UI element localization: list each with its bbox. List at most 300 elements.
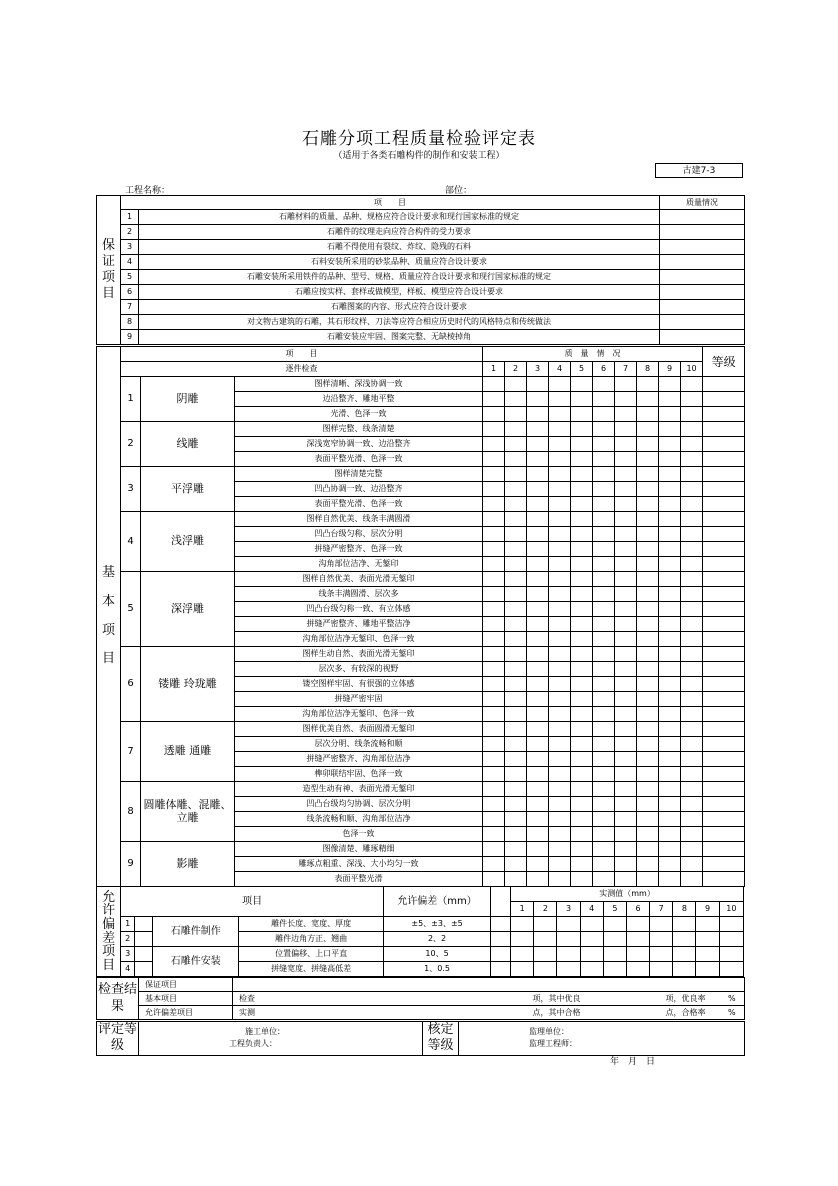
tolerance-measure-cell[interactable] — [557, 947, 580, 962]
basic-check-cell[interactable] — [659, 782, 681, 797]
basic-check-cell[interactable] — [571, 707, 593, 722]
basic-check-cell[interactable] — [527, 692, 549, 707]
basic-check-cell[interactable] — [505, 647, 527, 662]
basic-check-cell[interactable] — [549, 752, 571, 767]
basic-check-cell[interactable] — [549, 782, 571, 797]
basic-check-cell[interactable] — [549, 497, 571, 512]
basic-check-cell[interactable] — [593, 662, 615, 677]
basic-check-cell[interactable] — [549, 857, 571, 872]
basic-grade-cell[interactable] — [703, 557, 745, 572]
basic-grade-cell[interactable] — [703, 692, 745, 707]
basic-check-cell[interactable] — [527, 467, 549, 482]
basic-check-cell[interactable] — [571, 497, 593, 512]
basic-check-cell[interactable] — [571, 722, 593, 737]
basic-check-cell[interactable] — [681, 857, 703, 872]
basic-check-cell[interactable] — [505, 512, 527, 527]
tolerance-measure-cell[interactable] — [626, 917, 649, 932]
basic-grade-cell[interactable] — [703, 407, 745, 422]
basic-check-cell[interactable] — [571, 422, 593, 437]
basic-check-cell[interactable] — [505, 452, 527, 467]
basic-check-cell[interactable] — [549, 842, 571, 857]
basic-check-cell[interactable] — [615, 572, 637, 587]
tolerance-measure-cell[interactable] — [534, 917, 557, 932]
basic-check-cell[interactable] — [505, 812, 527, 827]
basic-check-cell[interactable] — [483, 632, 505, 647]
basic-check-cell[interactable] — [681, 662, 703, 677]
basic-check-cell[interactable] — [483, 752, 505, 767]
basic-check-cell[interactable] — [615, 497, 637, 512]
basic-check-cell[interactable] — [681, 527, 703, 542]
basic-check-cell[interactable] — [637, 557, 659, 572]
tolerance-measure-cell[interactable] — [557, 932, 580, 947]
basic-check-cell[interactable] — [659, 482, 681, 497]
basic-grade-cell[interactable] — [703, 467, 745, 482]
basic-check-cell[interactable] — [549, 647, 571, 662]
basic-check-cell[interactable] — [637, 857, 659, 872]
basic-check-cell[interactable] — [527, 542, 549, 557]
basic-check-cell[interactable] — [505, 422, 527, 437]
basic-check-cell[interactable] — [549, 662, 571, 677]
basic-check-cell[interactable] — [593, 872, 615, 887]
basic-check-cell[interactable] — [505, 842, 527, 857]
basic-check-cell[interactable] — [659, 602, 681, 617]
basic-grade-cell[interactable] — [703, 617, 745, 632]
basic-check-cell[interactable] — [593, 617, 615, 632]
basic-check-cell[interactable] — [659, 812, 681, 827]
basic-check-cell[interactable] — [549, 707, 571, 722]
basic-check-cell[interactable] — [659, 422, 681, 437]
tolerance-measure-cell[interactable] — [719, 962, 743, 977]
guarantee-item-status[interactable] — [660, 240, 745, 255]
basic-grade-cell[interactable] — [703, 512, 745, 527]
basic-check-cell[interactable] — [659, 692, 681, 707]
basic-check-cell[interactable] — [483, 392, 505, 407]
basic-check-cell[interactable] — [681, 407, 703, 422]
tolerance-measure-cell[interactable] — [511, 932, 534, 947]
basic-check-cell[interactable] — [637, 482, 659, 497]
tolerance-measure-cell[interactable] — [673, 932, 696, 947]
basic-check-cell[interactable] — [527, 647, 549, 662]
basic-check-cell[interactable] — [571, 587, 593, 602]
basic-grade-cell[interactable] — [703, 542, 745, 557]
tolerance-measure-cell[interactable] — [603, 932, 626, 947]
basic-grade-cell[interactable] — [703, 482, 745, 497]
basic-check-cell[interactable] — [615, 482, 637, 497]
basic-check-cell[interactable] — [571, 827, 593, 842]
basic-check-cell[interactable] — [681, 812, 703, 827]
basic-check-cell[interactable] — [637, 812, 659, 827]
basic-grade-cell[interactable] — [703, 452, 745, 467]
guarantee-item-status[interactable] — [660, 285, 745, 300]
basic-check-cell[interactable] — [549, 557, 571, 572]
basic-check-cell[interactable] — [505, 377, 527, 392]
basic-check-cell[interactable] — [483, 602, 505, 617]
basic-check-cell[interactable] — [505, 467, 527, 482]
basic-check-cell[interactable] — [483, 617, 505, 632]
basic-check-cell[interactable] — [593, 422, 615, 437]
basic-check-cell[interactable] — [615, 662, 637, 677]
basic-check-cell[interactable] — [659, 662, 681, 677]
basic-check-cell[interactable] — [505, 557, 527, 572]
basic-check-cell[interactable] — [659, 737, 681, 752]
basic-check-cell[interactable] — [593, 752, 615, 767]
basic-check-cell[interactable] — [659, 527, 681, 542]
tolerance-measure-cell[interactable] — [626, 947, 649, 962]
basic-check-cell[interactable] — [593, 407, 615, 422]
basic-check-cell[interactable] — [505, 752, 527, 767]
basic-check-cell[interactable] — [571, 512, 593, 527]
basic-check-cell[interactable] — [593, 647, 615, 662]
tolerance-measure-cell[interactable] — [673, 947, 696, 962]
basic-check-cell[interactable] — [505, 857, 527, 872]
basic-check-cell[interactable] — [681, 572, 703, 587]
basic-check-cell[interactable] — [527, 812, 549, 827]
basic-check-cell[interactable] — [549, 872, 571, 887]
basic-check-cell[interactable] — [505, 437, 527, 452]
basic-check-cell[interactable] — [637, 392, 659, 407]
tolerance-measure-cell[interactable] — [719, 932, 743, 947]
basic-check-cell[interactable] — [549, 737, 571, 752]
basic-check-cell[interactable] — [615, 377, 637, 392]
basic-check-cell[interactable] — [505, 872, 527, 887]
basic-check-cell[interactable] — [659, 722, 681, 737]
tolerance-measure-cell[interactable] — [534, 947, 557, 962]
basic-check-cell[interactable] — [527, 602, 549, 617]
basic-check-cell[interactable] — [637, 752, 659, 767]
basic-grade-cell[interactable] — [703, 602, 745, 617]
basic-check-cell[interactable] — [505, 632, 527, 647]
basic-check-cell[interactable] — [571, 617, 593, 632]
guarantee-item-status[interactable] — [660, 210, 745, 225]
basic-check-cell[interactable] — [527, 842, 549, 857]
basic-check-cell[interactable] — [549, 632, 571, 647]
basic-check-cell[interactable] — [549, 542, 571, 557]
tolerance-measure-cell[interactable] — [626, 932, 649, 947]
basic-check-cell[interactable] — [483, 812, 505, 827]
guarantee-item-status[interactable] — [660, 270, 745, 285]
basic-check-cell[interactable] — [483, 737, 505, 752]
basic-check-cell[interactable] — [483, 842, 505, 857]
tolerance-measure-cell[interactable] — [534, 932, 557, 947]
tolerance-measure-cell[interactable] — [511, 962, 534, 977]
basic-check-cell[interactable] — [593, 527, 615, 542]
tolerance-measure-cell[interactable] — [650, 932, 673, 947]
basic-check-cell[interactable] — [549, 437, 571, 452]
basic-check-cell[interactable] — [615, 722, 637, 737]
tolerance-measure-cell[interactable] — [696, 917, 719, 932]
basic-check-cell[interactable] — [615, 392, 637, 407]
basic-check-cell[interactable] — [505, 662, 527, 677]
basic-check-cell[interactable] — [593, 377, 615, 392]
basic-check-cell[interactable] — [549, 827, 571, 842]
basic-check-cell[interactable] — [681, 827, 703, 842]
basic-check-cell[interactable] — [593, 842, 615, 857]
basic-check-cell[interactable] — [659, 587, 681, 602]
tolerance-measure-cell[interactable] — [511, 947, 534, 962]
basic-check-cell[interactable] — [681, 557, 703, 572]
basic-check-cell[interactable] — [681, 797, 703, 812]
basic-check-cell[interactable] — [659, 467, 681, 482]
basic-check-cell[interactable] — [615, 707, 637, 722]
basic-check-cell[interactable] — [571, 872, 593, 887]
basic-check-cell[interactable] — [527, 587, 549, 602]
basic-check-cell[interactable] — [483, 527, 505, 542]
basic-check-cell[interactable] — [527, 767, 549, 782]
basic-check-cell[interactable] — [615, 797, 637, 812]
tolerance-measure-cell[interactable] — [580, 947, 603, 962]
basic-grade-cell[interactable] — [703, 872, 745, 887]
basic-check-cell[interactable] — [527, 557, 549, 572]
basic-check-cell[interactable] — [637, 377, 659, 392]
basic-check-cell[interactable] — [593, 857, 615, 872]
basic-check-cell[interactable] — [681, 737, 703, 752]
tolerance-measure-cell[interactable] — [626, 962, 649, 977]
basic-check-cell[interactable] — [637, 452, 659, 467]
basic-check-cell[interactable] — [549, 797, 571, 812]
basic-check-cell[interactable] — [505, 692, 527, 707]
basic-check-cell[interactable] — [593, 437, 615, 452]
basic-check-cell[interactable] — [483, 797, 505, 812]
basic-check-cell[interactable] — [681, 497, 703, 512]
basic-check-cell[interactable] — [483, 692, 505, 707]
tolerance-measure-cell[interactable] — [580, 917, 603, 932]
basic-check-cell[interactable] — [659, 752, 681, 767]
basic-check-cell[interactable] — [483, 557, 505, 572]
basic-check-cell[interactable] — [505, 737, 527, 752]
basic-check-cell[interactable] — [527, 872, 549, 887]
basic-check-cell[interactable] — [505, 527, 527, 542]
tolerance-measure-cell[interactable] — [603, 962, 626, 977]
basic-grade-cell[interactable] — [703, 662, 745, 677]
basic-grade-cell[interactable] — [703, 497, 745, 512]
basic-check-cell[interactable] — [615, 842, 637, 857]
basic-check-cell[interactable] — [527, 782, 549, 797]
basic-check-cell[interactable] — [483, 482, 505, 497]
tolerance-measure-cell[interactable] — [650, 917, 673, 932]
basic-check-cell[interactable] — [637, 467, 659, 482]
basic-check-cell[interactable] — [571, 752, 593, 767]
basic-check-cell[interactable] — [527, 827, 549, 842]
basic-grade-cell[interactable] — [703, 527, 745, 542]
basic-check-cell[interactable] — [615, 812, 637, 827]
basic-check-cell[interactable] — [637, 707, 659, 722]
basic-check-cell[interactable] — [659, 452, 681, 467]
basic-check-cell[interactable] — [505, 797, 527, 812]
basic-check-cell[interactable] — [681, 422, 703, 437]
basic-check-cell[interactable] — [571, 467, 593, 482]
basic-check-cell[interactable] — [615, 467, 637, 482]
basic-check-cell[interactable] — [637, 542, 659, 557]
basic-check-cell[interactable] — [527, 752, 549, 767]
basic-check-cell[interactable] — [681, 842, 703, 857]
basic-check-cell[interactable] — [549, 767, 571, 782]
basic-check-cell[interactable] — [505, 407, 527, 422]
basic-check-cell[interactable] — [681, 602, 703, 617]
basic-check-cell[interactable] — [483, 422, 505, 437]
basic-check-cell[interactable] — [615, 647, 637, 662]
basic-check-cell[interactable] — [681, 467, 703, 482]
basic-check-cell[interactable] — [593, 812, 615, 827]
basic-check-cell[interactable] — [681, 632, 703, 647]
basic-check-cell[interactable] — [483, 857, 505, 872]
basic-check-cell[interactable] — [659, 377, 681, 392]
basic-check-cell[interactable] — [681, 752, 703, 767]
basic-check-cell[interactable] — [549, 467, 571, 482]
tolerance-measure-cell[interactable] — [580, 962, 603, 977]
basic-check-cell[interactable] — [637, 617, 659, 632]
basic-check-cell[interactable] — [571, 647, 593, 662]
basic-check-cell[interactable] — [483, 407, 505, 422]
guarantee-item-status[interactable] — [660, 225, 745, 240]
basic-check-cell[interactable] — [571, 557, 593, 572]
basic-check-cell[interactable] — [637, 497, 659, 512]
basic-check-cell[interactable] — [527, 497, 549, 512]
basic-check-cell[interactable] — [505, 542, 527, 557]
tolerance-measure-cell[interactable] — [719, 917, 743, 932]
basic-check-cell[interactable] — [505, 722, 527, 737]
basic-check-cell[interactable] — [615, 437, 637, 452]
tolerance-measure-cell[interactable] — [557, 917, 580, 932]
guarantee-item-status[interactable] — [660, 300, 745, 315]
basic-check-cell[interactable] — [637, 572, 659, 587]
basic-check-cell[interactable] — [549, 722, 571, 737]
basic-check-cell[interactable] — [483, 452, 505, 467]
guarantee-item-status[interactable] — [660, 315, 745, 330]
basic-check-cell[interactable] — [659, 677, 681, 692]
basic-grade-cell[interactable] — [703, 572, 745, 587]
basic-check-cell[interactable] — [681, 707, 703, 722]
basic-check-cell[interactable] — [615, 677, 637, 692]
basic-check-cell[interactable] — [483, 767, 505, 782]
basic-check-cell[interactable] — [527, 512, 549, 527]
basic-check-cell[interactable] — [659, 797, 681, 812]
basic-grade-cell[interactable] — [703, 392, 745, 407]
basic-check-cell[interactable] — [681, 392, 703, 407]
basic-check-cell[interactable] — [637, 587, 659, 602]
basic-check-cell[interactable] — [549, 377, 571, 392]
basic-check-cell[interactable] — [483, 827, 505, 842]
basic-check-cell[interactable] — [681, 452, 703, 467]
basic-check-cell[interactable] — [527, 407, 549, 422]
basic-check-cell[interactable] — [571, 842, 593, 857]
basic-grade-cell[interactable] — [703, 587, 745, 602]
tolerance-measure-cell[interactable] — [603, 947, 626, 962]
basic-check-cell[interactable] — [593, 542, 615, 557]
basic-check-cell[interactable] — [637, 512, 659, 527]
basic-check-cell[interactable] — [593, 782, 615, 797]
basic-check-cell[interactable] — [615, 767, 637, 782]
tolerance-measure-cell[interactable] — [557, 962, 580, 977]
basic-check-cell[interactable] — [593, 767, 615, 782]
basic-check-cell[interactable] — [593, 512, 615, 527]
basic-check-cell[interactable] — [505, 482, 527, 497]
basic-check-cell[interactable] — [659, 542, 681, 557]
basic-check-cell[interactable] — [659, 707, 681, 722]
basic-check-cell[interactable] — [571, 437, 593, 452]
basic-check-cell[interactable] — [637, 737, 659, 752]
basic-check-cell[interactable] — [615, 407, 637, 422]
basic-check-cell[interactable] — [681, 677, 703, 692]
basic-check-cell[interactable] — [659, 557, 681, 572]
basic-check-cell[interactable] — [615, 602, 637, 617]
basic-check-cell[interactable] — [637, 647, 659, 662]
basic-check-cell[interactable] — [593, 572, 615, 587]
basic-check-cell[interactable] — [593, 452, 615, 467]
basic-check-cell[interactable] — [681, 542, 703, 557]
basic-check-cell[interactable] — [571, 782, 593, 797]
basic-check-cell[interactable] — [615, 632, 637, 647]
basic-check-cell[interactable] — [549, 512, 571, 527]
basic-check-cell[interactable] — [593, 722, 615, 737]
basic-check-cell[interactable] — [637, 407, 659, 422]
result-guarantee-value[interactable] — [233, 978, 745, 992]
basic-check-cell[interactable] — [637, 872, 659, 887]
basic-check-cell[interactable] — [527, 662, 549, 677]
basic-grade-cell[interactable] — [703, 752, 745, 767]
basic-grade-cell[interactable] — [703, 377, 745, 392]
basic-check-cell[interactable] — [571, 527, 593, 542]
basic-check-cell[interactable] — [527, 392, 549, 407]
basic-check-cell[interactable] — [615, 587, 637, 602]
basic-check-cell[interactable] — [571, 767, 593, 782]
basic-check-cell[interactable] — [615, 827, 637, 842]
basic-check-cell[interactable] — [593, 737, 615, 752]
basic-check-cell[interactable] — [593, 587, 615, 602]
basic-check-cell[interactable] — [483, 722, 505, 737]
basic-check-cell[interactable] — [571, 737, 593, 752]
basic-check-cell[interactable] — [483, 437, 505, 452]
basic-check-cell[interactable] — [681, 482, 703, 497]
basic-check-cell[interactable] — [637, 437, 659, 452]
basic-check-cell[interactable] — [659, 857, 681, 872]
basic-check-cell[interactable] — [681, 722, 703, 737]
basic-check-cell[interactable] — [637, 527, 659, 542]
basic-grade-cell[interactable] — [703, 437, 745, 452]
basic-check-cell[interactable] — [505, 707, 527, 722]
basic-check-cell[interactable] — [505, 602, 527, 617]
basic-grade-cell[interactable] — [703, 842, 745, 857]
basic-check-cell[interactable] — [505, 767, 527, 782]
basic-check-cell[interactable] — [527, 737, 549, 752]
basic-check-cell[interactable] — [681, 692, 703, 707]
basic-check-cell[interactable] — [483, 497, 505, 512]
tolerance-measure-cell[interactable] — [696, 947, 719, 962]
basic-grade-cell[interactable] — [703, 782, 745, 797]
basic-check-cell[interactable] — [659, 767, 681, 782]
basic-check-cell[interactable] — [681, 647, 703, 662]
tolerance-measure-cell[interactable] — [696, 962, 719, 977]
basic-check-cell[interactable] — [527, 632, 549, 647]
basic-check-cell[interactable] — [593, 497, 615, 512]
basic-check-cell[interactable] — [659, 647, 681, 662]
basic-grade-cell[interactable] — [703, 422, 745, 437]
basic-grade-cell[interactable] — [703, 707, 745, 722]
basic-check-cell[interactable] — [527, 617, 549, 632]
basic-check-cell[interactable] — [571, 857, 593, 872]
basic-check-cell[interactable] — [593, 707, 615, 722]
basic-check-cell[interactable] — [593, 632, 615, 647]
basic-check-cell[interactable] — [659, 407, 681, 422]
basic-check-cell[interactable] — [571, 632, 593, 647]
tolerance-measure-cell[interactable] — [650, 962, 673, 977]
basic-check-cell[interactable] — [659, 572, 681, 587]
basic-check-cell[interactable] — [681, 617, 703, 632]
basic-check-cell[interactable] — [615, 512, 637, 527]
basic-check-cell[interactable] — [593, 692, 615, 707]
basic-check-cell[interactable] — [549, 407, 571, 422]
basic-check-cell[interactable] — [659, 617, 681, 632]
tolerance-measure-cell[interactable] — [534, 962, 557, 977]
